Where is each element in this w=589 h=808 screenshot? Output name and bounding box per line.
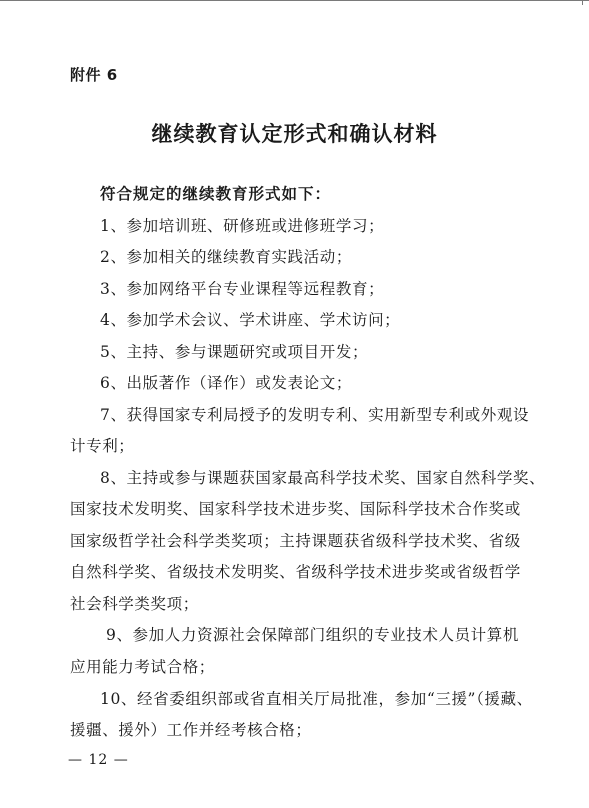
list-item-7: 7、获得国家专利局授予的发明专利、实用新型专利或外观设 — [100, 406, 530, 424]
list-item-8-line-4: 自然科学奖、省级技术发明奖、省级科学技术进步奖或省级哲学 — [70, 563, 521, 581]
list-item-6: 6、出版著作（译作）或发表论文； — [100, 374, 352, 392]
list-item-10: 10、经省委组织部或省直相关厅局批准，参加“三援”（援藏、 — [100, 690, 533, 708]
list-item-2: 2、参加相关的继续教育实践活动； — [100, 248, 352, 266]
list-item-10-continued: 援疆、援外）工作并经考核合格； — [70, 721, 312, 739]
list-item-8-line-5: 社会科学类奖项； — [70, 595, 199, 613]
list-item-8-line-3: 国家级哲学社会科学类奖项；主持课题获省级科学技术奖、省级 — [70, 532, 521, 550]
attachment-label: 附件 6 — [70, 66, 118, 84]
list-item-1: 1、参加培训班、研修班或进修班学习； — [100, 217, 385, 235]
list-item-9-continued: 应用能力考试合格； — [70, 658, 215, 676]
list-item-7-continued: 计专利； — [70, 437, 135, 455]
list-item-8: 8、主持或参与课题获国家最高科学技术奖、国家自然科学奖、 — [100, 469, 546, 487]
top-corner-mark — [582, 0, 583, 5]
list-item-3: 3、参加网络平台专业课程等远程教育； — [100, 280, 385, 298]
list-item-4: 4、参加学术会议、学术讲座、学术访问； — [100, 311, 401, 329]
list-item-8-line-2: 国家技术发明奖、国家科学技术进步奖、国际科学技术合作奖或 — [70, 500, 521, 518]
top-border-line — [0, 0, 589, 1]
list-item-5: 5、主持、参与课题研究或项目开发； — [100, 343, 369, 361]
list-item-9: 9、参加人力资源社会保障部门组织的专业技术人员计算机 — [106, 626, 519, 644]
page-number: — 12 — — [68, 752, 129, 768]
intro-heading: 符合规定的继续教育形式如下： — [100, 185, 332, 203]
document-title: 继续教育认定形式和确认材料 — [151, 121, 438, 146]
